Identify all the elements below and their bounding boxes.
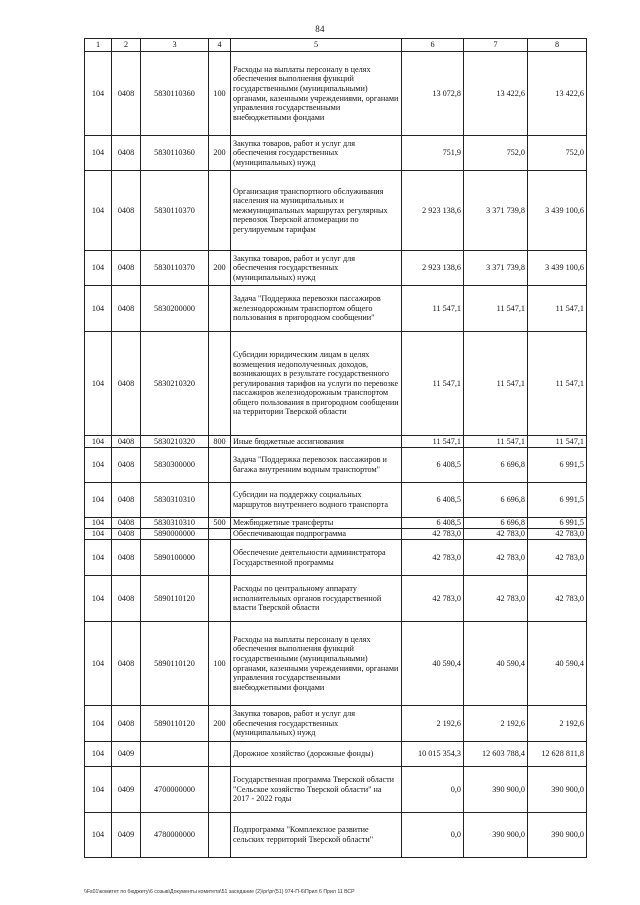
cell-amount-3: 42 783,0: [528, 529, 587, 540]
cell-amount-3: 13 422,6: [528, 52, 587, 136]
cell-target-item: 5890000000: [141, 529, 209, 540]
cell-ministry: 104: [85, 251, 112, 286]
cell-ministry: 104: [85, 622, 112, 706]
cell-ministry: 104: [85, 52, 112, 136]
cell-description: Закупка товаров, работ и услуг для обеспечения государственных (муниципальных) нужд: [231, 706, 402, 742]
cell-description: Обеспечение деятельности администратора Государственной программы: [231, 540, 402, 576]
cell-amount-3: 42 783,0: [528, 540, 587, 576]
cell-amount-1: 0,0: [402, 813, 464, 858]
cell-ministry: 104: [85, 540, 112, 576]
cell-expense-type: [209, 171, 231, 251]
cell-ministry: 104: [85, 706, 112, 742]
cell-target-item: 5830300000: [141, 448, 209, 483]
cell-expense-type: [209, 483, 231, 518]
header-cell-4: 4: [209, 39, 231, 52]
cell-target-item: 5830110360: [141, 136, 209, 171]
cell-ministry: 104: [85, 136, 112, 171]
table-row: [85, 813, 587, 858]
header-cell-1: 1: [85, 39, 112, 52]
cell-amount-1: 0,0: [402, 767, 464, 813]
table-row: [85, 540, 587, 576]
cell-ministry: 104: [85, 448, 112, 483]
cell-amount-3: 12 628 811,8: [528, 742, 587, 767]
cell-section: 0408: [112, 286, 141, 332]
cell-expense-type: [209, 813, 231, 858]
cell-amount-2: 11 547,1: [464, 332, 528, 436]
cell-ministry: 104: [85, 529, 112, 540]
cell-target-item: 5890100000: [141, 540, 209, 576]
cell-description: Государственная программа Тверской области "Сельское хозяйство Тверской области" на 2017 - 2022 годы: [231, 767, 402, 813]
header-cell-2: 2: [112, 39, 141, 52]
cell-section: 0408: [112, 136, 141, 171]
cell-amount-3: 11 547,1: [528, 332, 587, 436]
cell-expense-type: [209, 767, 231, 813]
cell-ministry: 104: [85, 171, 112, 251]
cell-section: 0408: [112, 448, 141, 483]
cell-target-item: [141, 742, 209, 767]
cell-expense-type: 100: [209, 622, 231, 706]
cell-amount-1: 42 783,0: [402, 576, 464, 622]
cell-amount-2: 6 696,8: [464, 483, 528, 518]
cell-description: Закупка товаров, работ и услуг для обеспечения государственных (муниципальных) нужд: [231, 136, 402, 171]
cell-amount-1: 6 408,5: [402, 448, 464, 483]
cell-expense-type: 800: [209, 436, 231, 448]
cell-amount-3: 40 590,4: [528, 622, 587, 706]
cell-expense-type: 500: [209, 518, 231, 529]
cell-amount-3: 390 900,0: [528, 813, 587, 858]
header-cell-6: 6: [402, 39, 464, 52]
cell-section: 0408: [112, 251, 141, 286]
cell-ministry: 104: [85, 332, 112, 436]
cell-target-item: 5830110370: [141, 171, 209, 251]
cell-target-item: 5830200000: [141, 286, 209, 332]
table-row: [85, 52, 587, 136]
cell-section: 0408: [112, 518, 141, 529]
cell-expense-type: 200: [209, 706, 231, 742]
cell-amount-3: 390 900,0: [528, 767, 587, 813]
cell-amount-2: 40 590,4: [464, 622, 528, 706]
cell-amount-2: 11 547,1: [464, 286, 528, 332]
cell-description: Расходы по центральному аппарату исполнительных органов государственной власти Тверской области: [231, 576, 402, 622]
cell-ministry: 104: [85, 813, 112, 858]
header-cell-5: 5: [231, 39, 402, 52]
cell-amount-3: 6 991,5: [528, 518, 587, 529]
table-row: [85, 706, 587, 742]
cell-target-item: 5890110120: [141, 706, 209, 742]
cell-expense-type: [209, 540, 231, 576]
cell-amount-3: 3 439 100,6: [528, 171, 587, 251]
cell-amount-3: 6 991,5: [528, 483, 587, 518]
cell-amount-3: 6 991,5: [528, 448, 587, 483]
cell-section: 0408: [112, 529, 141, 540]
file-path-footer: \\Fs01\комитет по бюджету\6 созыв\Документы комитета\51 заседание (2)\рг\рг(51) 974-П-6\Прил 6 Прил 11 ВСР: [84, 889, 355, 895]
cell-amount-1: 2 923 138,6: [402, 171, 464, 251]
cell-target-item: 4780000000: [141, 813, 209, 858]
cell-amount-1: 2 923 138,6: [402, 251, 464, 286]
cell-target-item: 5830110360: [141, 52, 209, 136]
page-number: 84: [315, 24, 325, 34]
cell-description: Закупка товаров, работ и услуг для обеспечения государственных (муниципальных) нужд: [231, 251, 402, 286]
cell-description: Субсидии на поддержку социальных маршрутов внутреннего водного транспорта: [231, 483, 402, 518]
cell-amount-1: 42 783,0: [402, 529, 464, 540]
header-row: [85, 39, 587, 52]
budget-table: [84, 38, 587, 858]
cell-ministry: 104: [85, 518, 112, 529]
table-row: [85, 436, 587, 448]
table-row: [85, 529, 587, 540]
cell-amount-2: 11 547,1: [464, 436, 528, 448]
cell-section: 0408: [112, 436, 141, 448]
cell-section: 0409: [112, 813, 141, 858]
cell-target-item: 5890110120: [141, 622, 209, 706]
cell-amount-3: 752,0: [528, 136, 587, 171]
table-row: [85, 136, 587, 171]
cell-amount-1: 42 783,0: [402, 540, 464, 576]
cell-amount-2: 3 371 739,8: [464, 251, 528, 286]
table-row: [85, 576, 587, 622]
cell-amount-2: 42 783,0: [464, 529, 528, 540]
cell-description: Дорожное хозяйство (дорожные фонды): [231, 742, 402, 767]
cell-target-item: 5830210320: [141, 332, 209, 436]
table-row: [85, 518, 587, 529]
table-row: [85, 332, 587, 436]
cell-expense-type: 200: [209, 251, 231, 286]
cell-ministry: 104: [85, 576, 112, 622]
cell-description: Обеспечивающая подпрограмма: [231, 529, 402, 540]
cell-section: 0409: [112, 767, 141, 813]
cell-ministry: 104: [85, 483, 112, 518]
cell-section: 0408: [112, 332, 141, 436]
cell-amount-1: 11 547,1: [402, 436, 464, 448]
cell-target-item: 5830110370: [141, 251, 209, 286]
cell-amount-3: 2 192,6: [528, 706, 587, 742]
cell-description: Субсидии юридическим лицам в целях возмещения недополученных доходов, возникающих в результате государственного регулирования тарифов на услуги по перевозке пассажиров железнодорожным транспортом общего пользования в пригородном сообщении на территории Тверской области: [231, 332, 402, 436]
cell-amount-3: 42 783,0: [528, 576, 587, 622]
cell-expense-type: [209, 332, 231, 436]
cell-target-item: 5830310310: [141, 483, 209, 518]
cell-target-item: 5890110120: [141, 576, 209, 622]
table-row: [85, 742, 587, 767]
cell-amount-3: 3 439 100,6: [528, 251, 587, 286]
cell-expense-type: [209, 286, 231, 332]
cell-amount-1: 13 072,8: [402, 52, 464, 136]
cell-amount-2: 2 192,6: [464, 706, 528, 742]
cell-amount-2: 13 422,6: [464, 52, 528, 136]
cell-ministry: 104: [85, 286, 112, 332]
cell-description: Задача "Поддержка перевозок пассажиров и багажа внутренним водным транспортом": [231, 448, 402, 483]
table-row: [85, 171, 587, 251]
cell-amount-2: 6 696,8: [464, 518, 528, 529]
cell-amount-2: 390 900,0: [464, 813, 528, 858]
cell-section: 0408: [112, 706, 141, 742]
cell-section: 0408: [112, 171, 141, 251]
cell-amount-2: 42 783,0: [464, 540, 528, 576]
header-cell-8: 8: [528, 39, 587, 52]
cell-section: 0408: [112, 483, 141, 518]
cell-section: 0408: [112, 540, 141, 576]
table-row: [85, 622, 587, 706]
cell-description: Подпрограмма "Комплексное развитие сельских территорий Тверской области": [231, 813, 402, 858]
cell-amount-2: 390 900,0: [464, 767, 528, 813]
table-row: [85, 448, 587, 483]
cell-amount-2: 6 696,8: [464, 448, 528, 483]
table-row: [85, 767, 587, 813]
cell-amount-1: 40 590,4: [402, 622, 464, 706]
cell-expense-type: [209, 448, 231, 483]
cell-amount-1: 2 192,6: [402, 706, 464, 742]
cell-expense-type: 200: [209, 136, 231, 171]
cell-description: Организация транспортного обслуживания населения на муниципальных и межмуниципальных маршрутах регулярных перевозок Тверской агломерации по регулируемым тарифам: [231, 171, 402, 251]
cell-amount-1: 10 015 354,3: [402, 742, 464, 767]
cell-amount-2: 752,0: [464, 136, 528, 171]
cell-description: Расходы на выплаты персоналу в целях обеспечения выполнения функций государственными (муниципальными) органами, казенными учреждениями, органами управления государственными внебюджетными фондами: [231, 622, 402, 706]
cell-ministry: 104: [85, 767, 112, 813]
header-cell-3: 3: [141, 39, 209, 52]
cell-amount-1: 11 547,1: [402, 332, 464, 436]
cell-description: Задача "Поддержка перевозки пассажиров железнодорожным транспортом общего пользования в пригородном сообщении": [231, 286, 402, 332]
header-cell-7: 7: [464, 39, 528, 52]
cell-amount-2: 12 603 788,4: [464, 742, 528, 767]
cell-expense-type: 100: [209, 52, 231, 136]
cell-description: Расходы на выплаты персоналу в целях обеспечения выполнения функций государственными (муниципальными) органами, казенными учреждениями, органами управления государственными внебюджетными фондами: [231, 52, 402, 136]
cell-amount-1: 6 408,5: [402, 483, 464, 518]
cell-target-item: 5830210320: [141, 436, 209, 448]
cell-ministry: 104: [85, 436, 112, 448]
cell-amount-3: 11 547,1: [528, 436, 587, 448]
cell-description: Иные бюджетные ассигнования: [231, 436, 402, 448]
cell-expense-type: [209, 742, 231, 767]
cell-expense-type: [209, 529, 231, 540]
cell-description: Межбюджетные трансферты: [231, 518, 402, 529]
cell-amount-2: 3 371 739,8: [464, 171, 528, 251]
cell-amount-1: 6 408,5: [402, 518, 464, 529]
cell-section: 0409: [112, 742, 141, 767]
cell-section: 0408: [112, 576, 141, 622]
cell-amount-1: 751,9: [402, 136, 464, 171]
cell-ministry: 104: [85, 742, 112, 767]
table-row: [85, 251, 587, 286]
cell-amount-1: 11 547,1: [402, 286, 464, 332]
cell-amount-2: 42 783,0: [464, 576, 528, 622]
table-row: [85, 483, 587, 518]
cell-target-item: 4700000000: [141, 767, 209, 813]
cell-section: 0408: [112, 52, 141, 136]
cell-expense-type: [209, 576, 231, 622]
cell-amount-3: 11 547,1: [528, 286, 587, 332]
table-row: [85, 286, 587, 332]
cell-section: 0408: [112, 622, 141, 706]
cell-target-item: 5830310310: [141, 518, 209, 529]
